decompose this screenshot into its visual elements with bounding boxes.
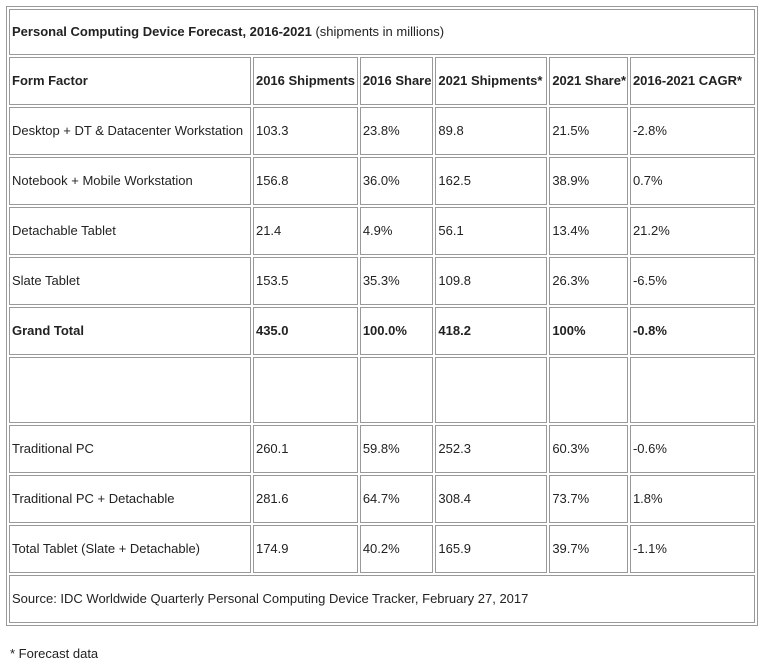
cell-empty (360, 357, 434, 423)
header-2021-shipments: 2021 Shipments* (435, 57, 547, 105)
cell-2021-shipments: 162.5 (435, 157, 547, 205)
cell-empty (9, 357, 251, 423)
cell-2021-shipments: 56.1 (435, 207, 547, 255)
cell-2021-share: 100% (549, 307, 628, 355)
cell-form-factor: Traditional PC (9, 425, 251, 473)
cell-cagr: -2.8% (630, 107, 755, 155)
cell-2021-shipments: 252.3 (435, 425, 547, 473)
cell-cagr: -1.1% (630, 525, 755, 573)
cell-2021-shipments: 89.8 (435, 107, 547, 155)
cell-2021-share: 39.7% (549, 525, 628, 573)
cell-form-factor: Slate Tablet (9, 257, 251, 305)
cell-2021-shipments: 418.2 (435, 307, 547, 355)
cell-form-factor: Traditional PC + Detachable (9, 475, 251, 523)
table-row (9, 157, 755, 205)
cell-2016-shipments: 153.5 (253, 257, 358, 305)
table-row (9, 257, 755, 305)
table-title-units: (shipments in millions) (311, 24, 445, 39)
cell-form-factor: Total Tablet (Slate + Detachable) (9, 525, 251, 573)
table-source-row (9, 575, 755, 623)
forecast-footnote: * Forecast data (10, 646, 99, 661)
cell-2016-share: 100.0% (360, 307, 434, 355)
cell-2016-share: 40.2% (360, 525, 434, 573)
header-2021-share: 2021 Share* (549, 57, 628, 105)
cell-form-factor: Detachable Tablet (9, 207, 251, 255)
cell-2016-share: 23.8% (360, 107, 434, 155)
table-title (9, 9, 755, 55)
cell-2016-shipments: 281.6 (253, 475, 358, 523)
cell-2021-share: 38.9% (549, 157, 628, 205)
cell-empty (253, 357, 358, 423)
cell-2016-share: 4.9% (360, 207, 434, 255)
forecast-table (6, 6, 758, 626)
header-2016-shipments: 2016 Shipments (253, 57, 358, 105)
cell-2021-share: 60.3% (549, 425, 628, 473)
header-2016-share: 2016 Share (360, 57, 434, 105)
cell-form-factor: Notebook + Mobile Workstation (9, 157, 251, 205)
table-row (9, 207, 755, 255)
forecast-table-container (6, 6, 758, 626)
header-cagr: 2016-2021 CAGR* (630, 57, 755, 105)
table-title-main: Personal Computing Device Forecast, 2016-2021 (12, 24, 312, 39)
table-row (9, 475, 755, 523)
cell-form-factor: Desktop + DT & Datacenter Workstation (9, 107, 251, 155)
cell-2016-shipments: 156.8 (253, 157, 358, 205)
table-row (9, 425, 755, 473)
cell-cagr: 1.8% (630, 475, 755, 523)
cell-2016-share: 64.7% (360, 475, 434, 523)
cell-2021-share: 13.4% (549, 207, 628, 255)
table-source: Source: IDC Worldwide Quarterly Personal Computing Device Tracker, February 27, 2017 (9, 575, 755, 623)
cell-cagr: 21.2% (630, 207, 755, 255)
table-title-row (9, 9, 755, 55)
table-row (9, 107, 755, 155)
cell-cagr: -6.5% (630, 257, 755, 305)
cell-empty (435, 357, 547, 423)
cell-2021-shipments: 165.9 (435, 525, 547, 573)
cell-empty (630, 357, 755, 423)
cell-form-factor: Grand Total (9, 307, 251, 355)
table-row (9, 525, 755, 573)
cell-2021-share: 73.7% (549, 475, 628, 523)
cell-2016-share: 59.8% (360, 425, 434, 473)
cell-2016-shipments: 174.9 (253, 525, 358, 573)
table-header-row (9, 57, 755, 105)
cell-2016-share: 35.3% (360, 257, 434, 305)
cell-2021-share: 26.3% (549, 257, 628, 305)
cell-empty (549, 357, 628, 423)
cell-cagr: -0.6% (630, 425, 755, 473)
grand-total-row (9, 307, 755, 355)
cell-2021-share: 21.5% (549, 107, 628, 155)
cell-2021-shipments: 109.8 (435, 257, 547, 305)
cell-2016-shipments: 260.1 (253, 425, 358, 473)
cell-2016-share: 36.0% (360, 157, 434, 205)
cell-2016-shipments: 103.3 (253, 107, 358, 155)
cell-2016-shipments: 435.0 (253, 307, 358, 355)
cell-2021-shipments: 308.4 (435, 475, 547, 523)
cell-cagr: 0.7% (630, 157, 755, 205)
empty-spacer-row (9, 357, 755, 423)
cell-2016-shipments: 21.4 (253, 207, 358, 255)
header-form-factor: Form Factor (9, 57, 251, 105)
cell-cagr: -0.8% (630, 307, 755, 355)
